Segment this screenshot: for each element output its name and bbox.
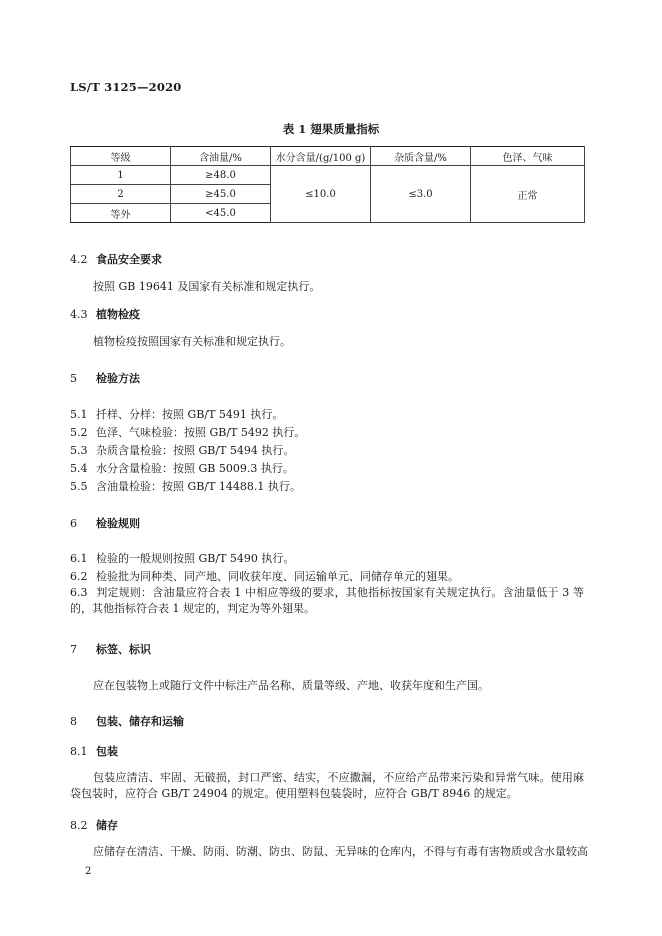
list-item (70, 550, 294, 566)
cell-impurity: ≤3.0 (371, 166, 471, 223)
document-header: LS/T 3125—2020 (70, 80, 182, 94)
item-number: 5.3 (70, 444, 88, 457)
section-number: 8.1 (70, 745, 88, 758)
section-7-heading (70, 641, 151, 657)
section-8-1-heading (70, 743, 118, 759)
item-number: 6.3 (70, 586, 88, 599)
section-number: 8 (70, 715, 77, 728)
section-number: 6 (70, 517, 77, 530)
list-item (70, 478, 301, 494)
cell-color-odor: 正常 (471, 166, 585, 223)
col-header-impurity: 杂质含量/% (371, 147, 471, 166)
item-text: 水分含量检验：按照 GB 5009.3 执行。 (96, 462, 294, 475)
section-number: 5 (70, 372, 77, 385)
section-8-1-text: 包装应清洁、牢固、无破损，封口严密、结实，不应撒漏，不应给产品带来污染和异常气味。使用麻袋包装时，应符合 GB/T 24904 的规定。使用塑料包装袋时，应符合 GB/T 8946 的规定。 (70, 771, 584, 800)
item-text: 检验批为同种类、同产地、同收获年度、同运输单元、同储存单元的翅果。 (96, 570, 459, 583)
item-number: 6.1 (70, 552, 88, 565)
item-text: 含油量检验：按照 GB/T 14488.1 执行。 (96, 480, 301, 493)
list-item (70, 424, 305, 440)
section-4-3-heading (70, 306, 140, 322)
section-number: 7 (70, 643, 77, 656)
section-title: 食品安全要求 (96, 253, 162, 266)
cell-grade: 等外 (71, 204, 171, 223)
table-caption: 表 1 翅果质量指标 (282, 122, 380, 136)
table-row (71, 166, 585, 185)
section-7-text: 应在包装物上或随行文件中标注产品名称、质量等级、产地、收获年度和生产国。 (93, 679, 489, 692)
item-text: 杂质含量检验：按照 GB/T 5494 执行。 (96, 444, 295, 457)
col-header-grade: 等级 (71, 147, 171, 166)
page-number: 2 (85, 866, 92, 877)
item-text: 检验的一般规则按照 GB/T 5490 执行。 (96, 552, 295, 565)
cell-grade: 1 (71, 166, 171, 185)
item-text: 扦样、分样：按照 GB/T 5491 执行。 (96, 408, 284, 421)
section-title: 检验方法 (96, 372, 140, 385)
item-number: 5.5 (70, 480, 88, 493)
quality-table (70, 146, 585, 223)
item-number: 5.2 (70, 426, 88, 439)
section-title: 包装、储存和运输 (96, 715, 184, 728)
cell-oil: ≥45.0 (171, 185, 271, 204)
section-title: 植物检疫 (96, 308, 140, 321)
cell-oil: ≥48.0 (171, 166, 271, 185)
section-number: 4.3 (70, 308, 88, 321)
col-header-color-odor: 色泽、气味 (471, 147, 585, 166)
table-header-row (71, 147, 585, 166)
item-text: 判定规则：含油量应符合表 1 中相应等级的要求，其他指标按国家有关规定执行。含油量低于 3 等的，其他指标符合表 1 规定的，判定为等外翅果。 (70, 586, 584, 615)
section-6-heading (70, 515, 140, 531)
col-header-moisture: 水分含量/(g/100 g) (271, 147, 371, 166)
cell-grade: 2 (71, 185, 171, 204)
section-number: 8.2 (70, 819, 88, 832)
section-title: 标签、标识 (96, 643, 151, 656)
list-item (70, 442, 294, 458)
item-number: 6.2 (70, 570, 88, 583)
section-4-2-text: 按照 GB 19641 及国家有关标准和规定执行。 (93, 280, 321, 293)
list-item (70, 460, 294, 476)
section-8-2-text: 应储存在清洁、干燥、防雨、防潮、防虫、防鼠、无异味的仓库内，不得与有毒有害物质或含水量较高 (93, 845, 588, 858)
item-number: 5.4 (70, 462, 88, 475)
section-title: 储存 (96, 819, 118, 832)
list-item (70, 585, 584, 617)
section-number: 4.2 (70, 253, 88, 266)
section-8-2-heading (70, 817, 118, 833)
section-4-3-text: 植物检疫按照国家有关标准和规定执行。 (93, 335, 291, 348)
list-item (70, 568, 459, 584)
list-item (70, 406, 283, 422)
section-4-2-heading (70, 251, 162, 267)
item-text: 色泽、气味检验：按照 GB/T 5492 执行。 (96, 426, 306, 439)
item-number: 5.1 (70, 408, 88, 421)
cell-oil: <45.0 (171, 204, 271, 223)
section-8-heading (70, 713, 184, 729)
section-5-heading (70, 370, 140, 386)
cell-moisture: ≤10.0 (271, 166, 371, 223)
section-title: 检验规则 (96, 517, 140, 530)
section-title: 包装 (96, 745, 118, 758)
col-header-oil: 含油量/% (171, 147, 271, 166)
